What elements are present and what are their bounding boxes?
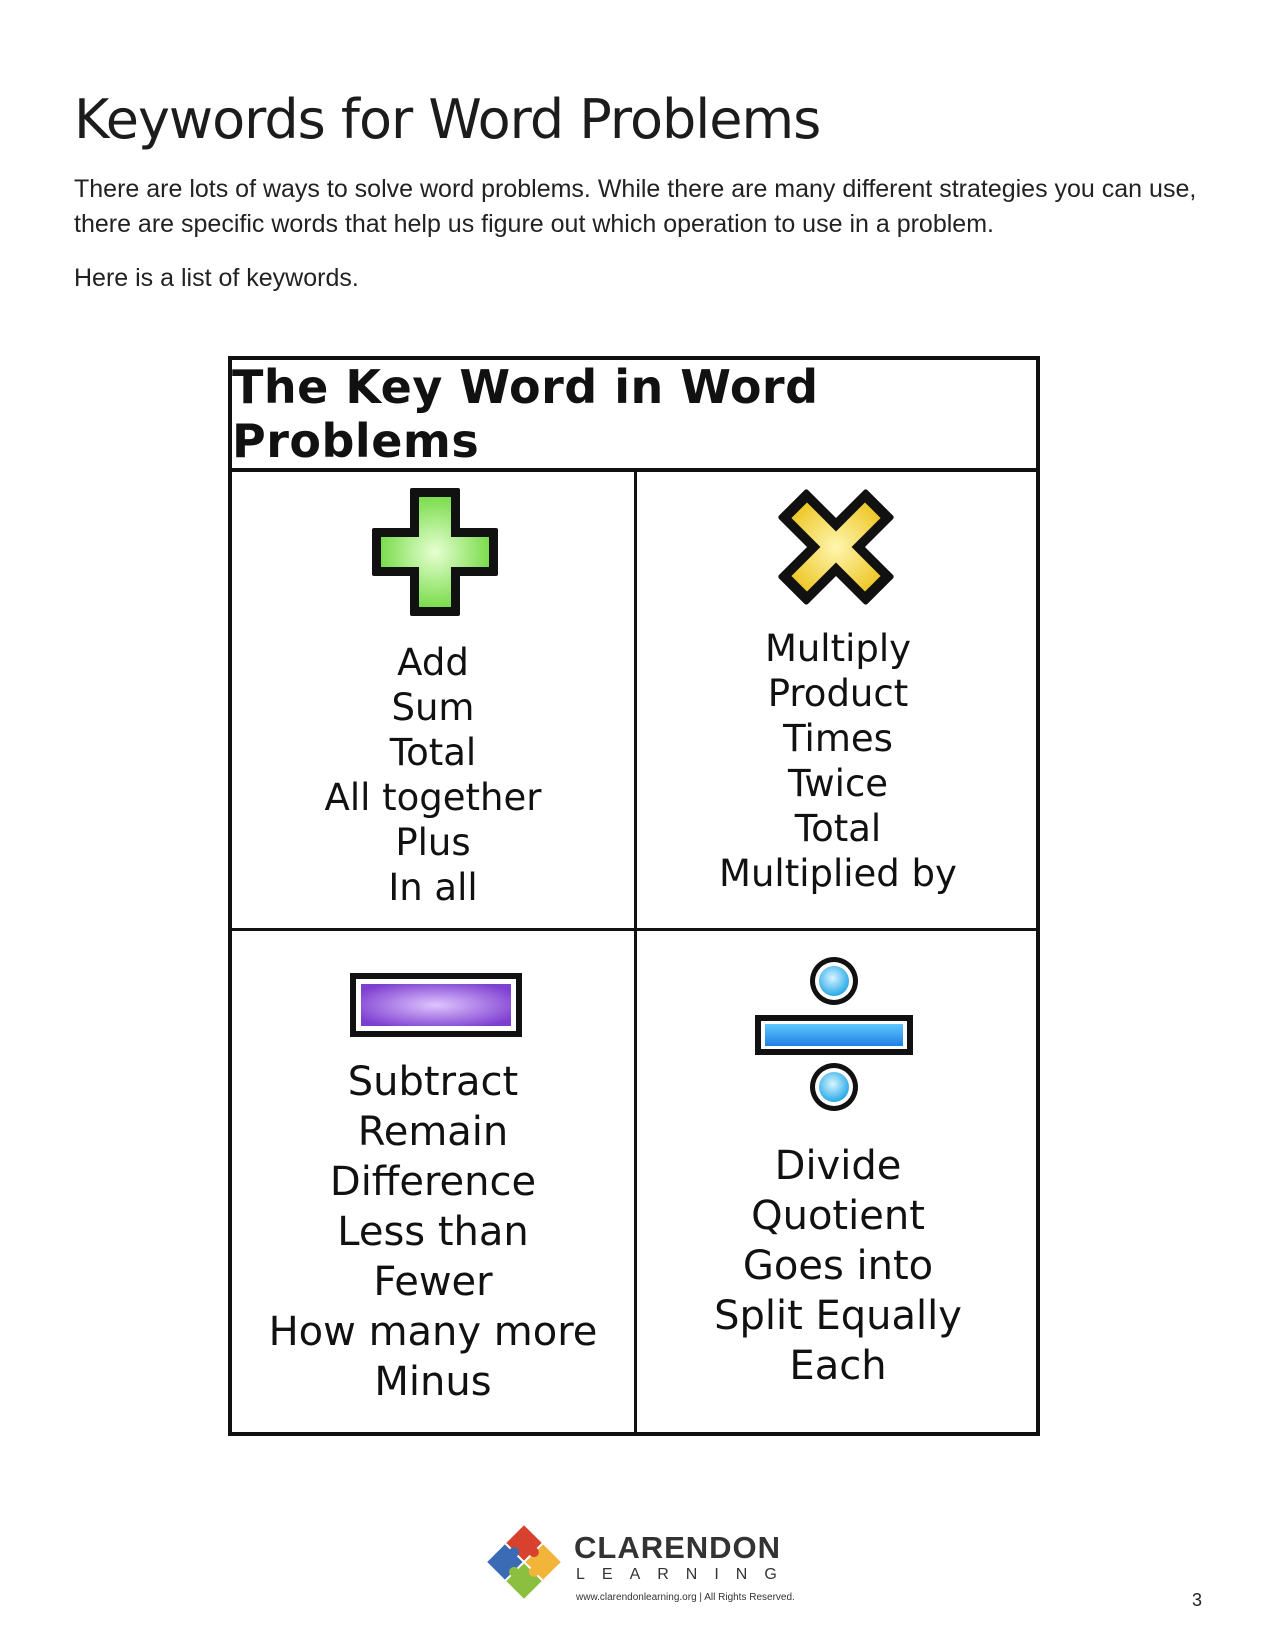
list-item: Each [789, 1343, 887, 1389]
page-title: Keywords for Word Problems [74, 88, 821, 151]
list-item: All together [324, 776, 542, 819]
minus-icon [348, 971, 524, 1039]
list-item: How many more [268, 1309, 598, 1355]
division-cell [637, 931, 1039, 1436]
list-item: Divide [774, 1143, 902, 1189]
list-item: Twice [787, 762, 889, 805]
plus-icon [370, 486, 500, 618]
divide-icon [751, 957, 917, 1113]
division-keywords [637, 1141, 1039, 1391]
puzzle-logo-icon [484, 1522, 564, 1602]
page-number: 3 [1192, 1590, 1203, 1610]
list-item: Remain [357, 1109, 509, 1155]
list-item: Multiply [764, 627, 912, 670]
list-item: Subtract [347, 1059, 519, 1105]
multiply-icon [771, 482, 901, 612]
list-item: Fewer [373, 1259, 493, 1305]
addition-cell [232, 472, 634, 928]
list-item: Plus [395, 821, 471, 864]
list-item: Goes into [742, 1243, 934, 1289]
brand-url: www.clarendonlearning.org | All Rights Reserved. [576, 1592, 795, 1603]
brand-subtitle: LEARNING [576, 1566, 794, 1583]
intro-list-note: Here is a list of keywords. [74, 264, 359, 292]
list-item: Total [794, 807, 882, 850]
intro-paragraph: There are lots of ways to solve word problems. While there are many different strategies you can use, there are specific words that help us figure out which operation to use in a problem. [74, 175, 1197, 238]
list-item: Product [767, 672, 909, 715]
list-item: In all [388, 866, 478, 909]
multiplication-cell [637, 472, 1039, 928]
keyword-chart [228, 356, 1040, 1436]
subtraction-keywords [232, 1057, 634, 1407]
multiplication-keywords [637, 626, 1039, 896]
list-item: Minus [374, 1359, 492, 1405]
list-item: Less than [337, 1209, 529, 1255]
addition-keywords [232, 640, 634, 910]
list-item: Total [389, 731, 477, 774]
brand-name: CLARENDON [574, 1530, 782, 1565]
list-item: Split Equally [714, 1293, 962, 1339]
subtraction-cell [232, 931, 634, 1436]
list-item: Multiplied by [719, 852, 957, 895]
list-item: Difference [329, 1159, 537, 1205]
chart-title: The Key Word in Word Problems [232, 360, 1036, 472]
list-item: Quotient [751, 1193, 925, 1239]
list-item: Add [397, 641, 469, 684]
list-item: Sum [391, 686, 475, 729]
list-item: Times [783, 717, 893, 760]
